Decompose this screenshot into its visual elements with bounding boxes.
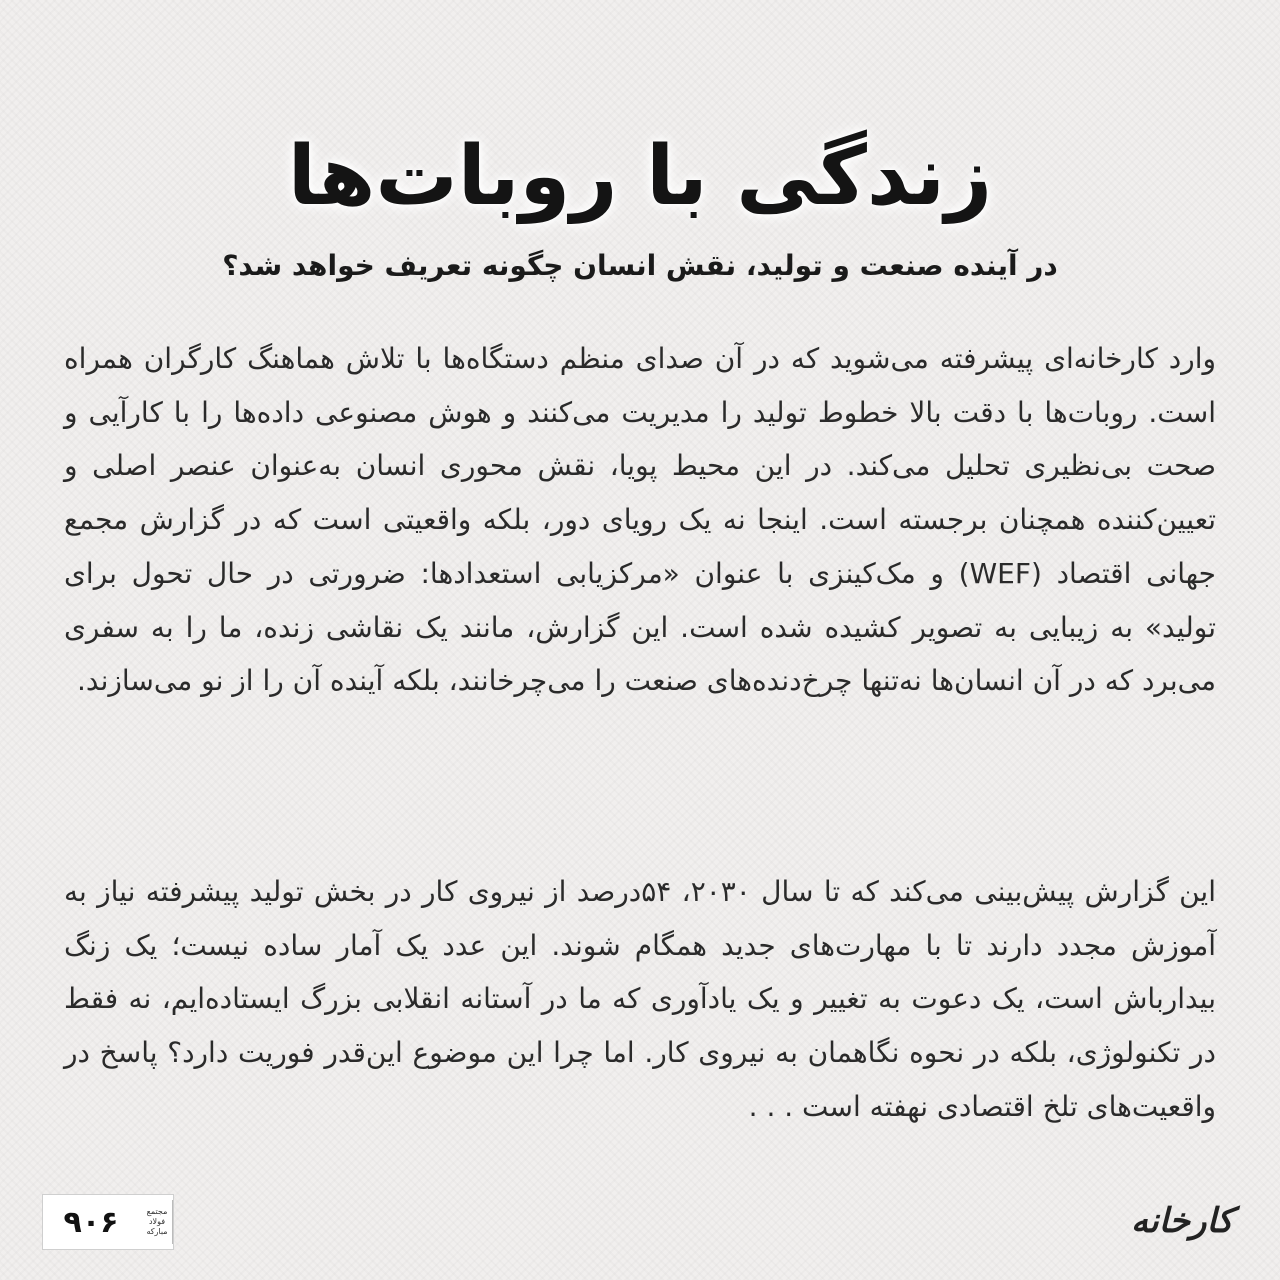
mobarakeh-caption-line-2: فولاد (148, 1217, 166, 1226)
mobarakeh-caption-line-1: مجتمع (146, 1207, 168, 1216)
page-title: زندگی با روبات‌ها (287, 129, 993, 224)
article-paragraph-2: این گزارش پیش‌بینی می‌کند که تا سال ۲۰۳۰، ۵۴درصد از نیروی کار در بخش تولید پیشرفته نیاز به آموزش مجدد دارند تا با مهارت‌های جدید همگام شوند. این عدد یک آمار ساده نیست؛ یک زنگ بیدارباش است، یک دعوت به تغییر و یک یادآوری که ما در آستانه انقلابی بزرگ ایستاده‌ایم، نه فقط در تکنولوژی، بلکه در نحوه نگاهمان به نیروی کار. اما چرا این موضوع این‌قدر فوریت دارد؟ پاسخ در واقعیت‌های تلخ اقتصادی نهفته است . . . (64, 875, 1217, 1123)
mobarakeh-caption-line-3: مبارکه (146, 1227, 168, 1236)
article-paragraph-1: وارد کارخانه‌ای پیشرفته می‌شوید که در آن صدای منظم دستگاه‌ها با تلاش هماهنگ کارگران همراه است. روبات‌ها با دقت بالا خطوط تولید را مدیریت می‌کنند و هوش مصنوعی داده‌ها را با کارآیی و صحت بی‌نظیری تحلیل می‌کند. در این محیط پویا، نقش محوری انسان به‌عنوان عنصر اصلی و تعیین‌کننده همچنان برجسته است. اینجا نه یک رویای دور، بلکه واقعیتی است که در گزارش مجمع جهانی اقتصاد (WEF) و مک‌کینزی با عنوان «مرکزیابی استعدادها: ضرورتی در حال تحول برای تولید» به زیبایی به تصویر کشیده شده است. این گزارش، مانند یک نقاشی زنده، ما را به سفری می‌برد که در آن انسان‌ها نه‌تنها چرخ‌دنده‌های صنعت را می‌چرخانند، بلکه آینده آن را از نو می‌سازند. (64, 342, 1216, 698)
karkhaneh-logo: کارخانه (1130, 1201, 1234, 1241)
mobarakeh-logo-caption (142, 1200, 173, 1244)
mobarakeh-logo-mark: ۹۰۶ (63, 1204, 119, 1240)
mobarakeh-steel-logo (42, 1194, 174, 1250)
page-subtitle: در آینده صنعت و تولید، نقش انسان چگونه تعریف خواهد شد؟ (222, 249, 1058, 282)
